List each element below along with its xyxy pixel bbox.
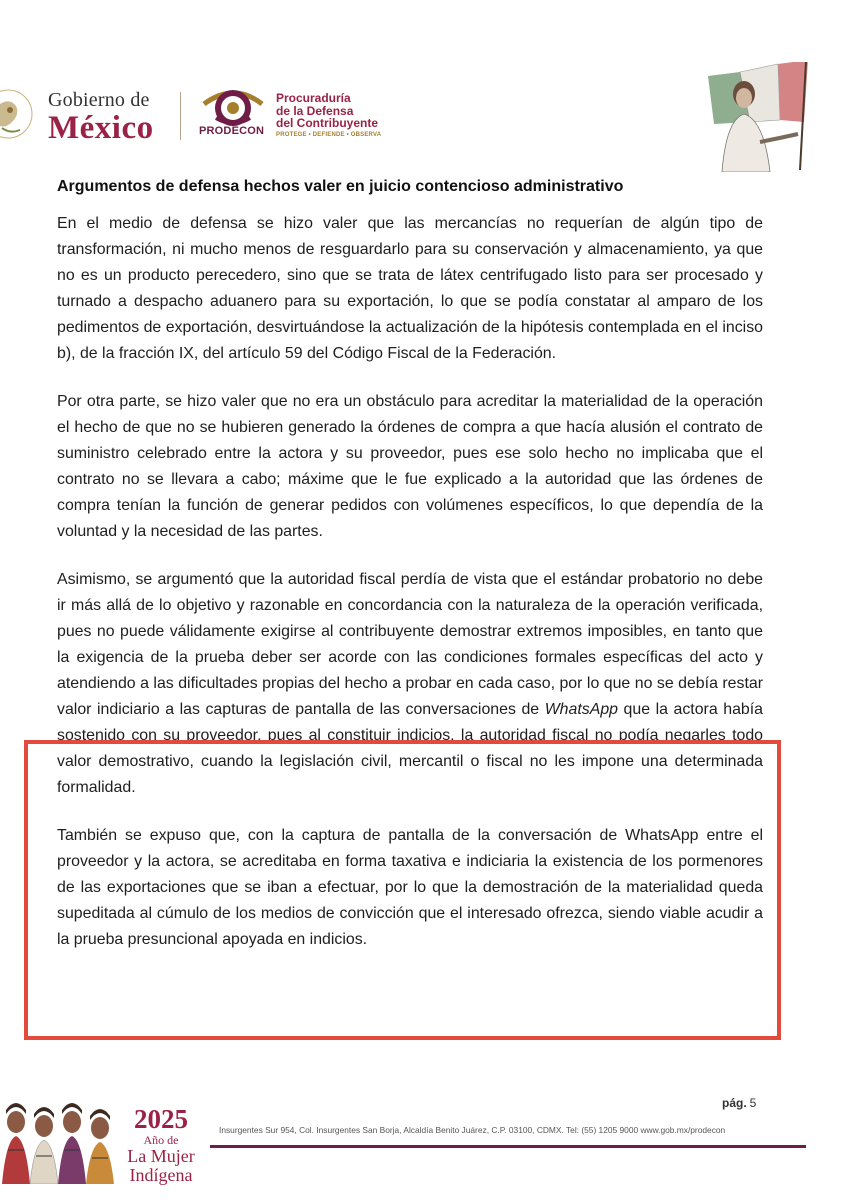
paragraph-3-after: que la actora había sostenido con su proveedor, pues al constituir indicios, la autoridad fiscal no podía negarles todo valor demostrativo, cuando la legislación civil, mercantil o fiscal no les impone una determinada formalidad.	[57, 701, 763, 796]
section-heading: Argumentos de defensa hechos valer en juicio contencioso administrativo	[57, 178, 624, 195]
prodecon-name-line3: del Contribuyente	[276, 116, 379, 131]
prodecon-wordmark: PRODECON	[199, 125, 265, 137]
year-of-indigenous-woman-logo	[122, 1106, 200, 1184]
prodecon-tagline: PROTEGE • DEFIENDE • OBSERVA	[276, 131, 382, 138]
year-line1: Año de	[143, 1133, 179, 1147]
coat-of-arms-icon	[0, 84, 36, 142]
document-body	[57, 178, 763, 975]
header-divider	[180, 92, 181, 140]
year: 2025	[134, 1104, 188, 1134]
paragraph-1: En el medio de defensa se hizo valer que las mercancías no requerían de algún tipo de transformación, ni mucho menos de resguardarlo para su conservación y almacenamiento, ya que no es un producto perecedero, sino que se trata de látex centrifugado listo para ser procesado y turnado a despacho aduanero para su exportación, lo que se podía constatar al amparo de los pedimentos de exportación, desvirtuándose la actualización de la hipótesis contemplada en el inciso b), de la fracción IX, del artículo 59 del Código Fiscal de la Federación.	[57, 215, 763, 362]
page-number-value: 5	[749, 1096, 757, 1110]
prodecon-name-line1: Procuraduría	[276, 91, 351, 105]
prodecon-name-line2: de la Defensa	[276, 103, 354, 118]
whatsapp-italic: WhatsApp	[544, 701, 618, 718]
gobierno-line1: Gobierno de	[48, 89, 150, 111]
year-line2: La Mujer	[127, 1146, 195, 1166]
footer-rule	[210, 1145, 806, 1148]
paragraph-4: También se expuso que, con la captura de pantalla de la conversación de WhatsApp entre el proveedor y la actora, se acreditaba en forma taxativa e indiciaria la existencia de los pormenores de las exportaciones que se iban a efectuar, por lo que la demostración de la materialidad queda supeditada al cúmulo de los medios de convicción que el interesado ofrezca, siendo viable acudir a la prueba presuncional apoyada en indicios.	[57, 827, 763, 948]
page-number	[722, 1096, 756, 1110]
page-header	[0, 62, 846, 162]
paragraph-3	[57, 567, 763, 801]
indigenous-women-illustration	[0, 1100, 116, 1184]
paragraph-3-before: Asimismo, se argumentó que la autoridad fiscal perdía de vista que el estándar probatorio no debe ir más allá de lo objetivo y razonable en concordancia con la naturaleza de la operación verificada, pues no puede válidamente exigirse al contribuyente demostrar extremos imposibles, en tanto que la exigencia de la prueba deber ser acorde con las condiciones formales específicas del acto y atendiendo a las dificultades propias del hecho a probar en cada caso, por lo que no se debía restar valor indiciario a las capturas de pantalla de las conversaciones de	[57, 571, 763, 718]
heroine-with-flag-icon	[700, 62, 812, 172]
footer-address: Insurgentes Sur 954, Col. Insurgentes San Borja, Alcaldía Benito Juárez, C.P. 03100, CDMX. Tel: (55) 1205 9000 www.gob.mx/prodecon	[219, 1125, 726, 1135]
gobierno-de-mexico-logo	[48, 90, 154, 145]
year-line3: Indígena	[129, 1165, 193, 1185]
paragraph-2: Por otra parte, se hizo valer que no era un obstáculo para acreditar la materialidad de la operación el hecho de que no se hubieren generado la órdenes de compra a que hacía alusión el contrato de suministro celebrado entre la actora y su proveedor, pues ese solo hecho no implicaba que el contrato no se llevara a cabo; máxime que le fue explicado a la autoridad que las órdenes de compra tenían la función de generar pedidos con volúmenes específicos, lo que dependía de la voluntad y la necesidad de las partes.	[57, 393, 763, 540]
page-label: pág.	[722, 1096, 747, 1110]
gobierno-line2: México	[48, 110, 154, 146]
prodecon-name	[276, 92, 381, 138]
